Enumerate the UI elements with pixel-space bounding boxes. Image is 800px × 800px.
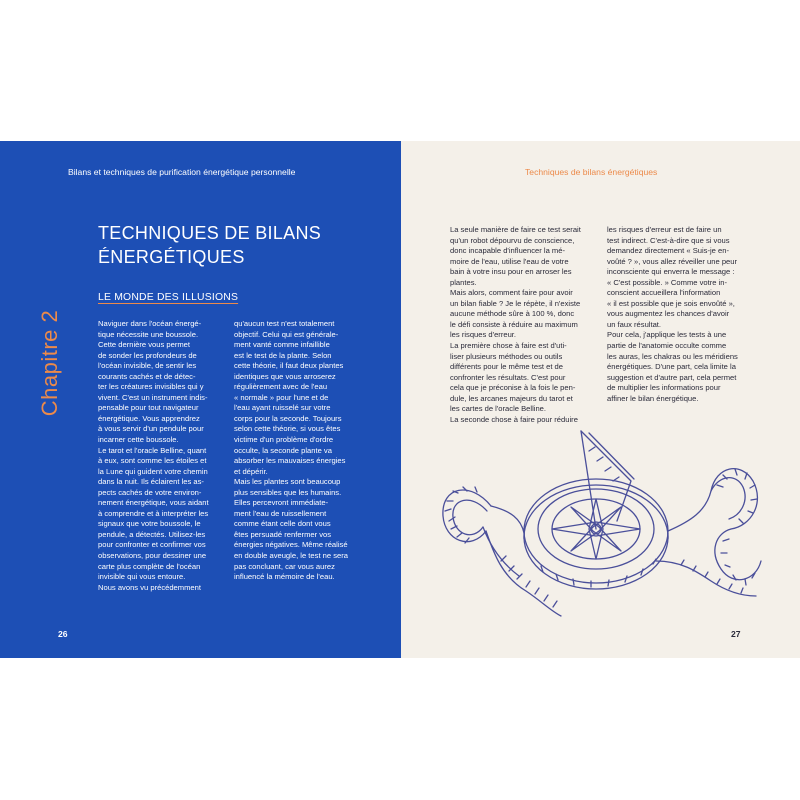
text-line: êtes persuadé renfermer vos [234,529,332,539]
text-line: signaux que votre boussole, le [98,519,201,529]
text-line: aucune méthode sûre à 100 %, donc [450,309,575,319]
text-line: pour confronter et confirmer vos [98,540,206,550]
text-line: comme étant celle dont vous [234,519,331,529]
text-line: ment vanté comme infaillible [234,340,330,350]
text-line: l'océan invisible, de sentir les [98,361,197,371]
text-line: invisible qui vous entoure. [98,572,186,582]
text-line: cela que je préconise à la fois le pen- [450,383,576,393]
text-line: à vous servir d'un pendule pour [98,424,204,434]
text-line: confronter les résultats. C'est pour [450,372,566,382]
text-line: un faux résultat. [607,319,662,329]
text-line: dans la nuit. Ils éclairent les as- [98,477,204,487]
text-line: en double aveugle, le test ne sera [234,551,348,561]
text-line: la Lune qui guident votre chemin [98,466,208,476]
text-line: pas concluant, car vous aurez [234,561,335,571]
text-line: dule, les arcanes majeurs du tarot et [450,393,573,403]
text-line: bain à votre insu pour en arroser les [450,267,572,277]
text-line: selon cette théorie, si vous êtes [234,424,341,434]
text-line: Le tarot et l'oracle Belline, quant [98,445,207,455]
running-head-left: Bilans et techniques de purification énergétique personnelle [68,167,296,177]
text-line: ment l'eau de ruissellement [234,508,327,518]
text-line: énergétiques. D'une part, cela limite la [607,362,736,372]
text-line: victime d'un problème d'ordre [234,435,334,445]
text-line: ter les créatures invisibles qui y [98,382,204,392]
text-line: le défi consiste à réduire au maximum [450,319,578,329]
right-page-column-1 [450,225,600,425]
text-line: inconsciente qui enverra le message : [607,267,735,277]
text-line: liser plusieurs méthodes ou outils [450,351,563,361]
text-line: donc incapable d'influencer la mé- [450,246,566,256]
text-line: pensable pour tout navigateur [98,403,199,413]
text-line: vivent. C'est un instrument indis- [98,392,208,402]
text-line: énergies négatives. Même réalisé [234,540,348,550]
text-line: nement énergétique, vous aidant [98,498,209,508]
text-line: affiner le bilan énergétique. [607,393,699,403]
text-line: régulièrement avec de l'eau [234,382,328,392]
text-line: demandez directement « Suis-je en- [607,246,729,256]
text-line: qu'un robot dépourvu de conscience, [450,235,575,245]
compass-and-rope-icon [431,411,771,621]
text-line: La seule manière de faire ce test serait [450,225,581,234]
text-line: un bilan fiable ? Je le répète, il n'existe [450,298,581,308]
text-line: plantes. [450,277,477,287]
text-line: et dépérir. [234,466,268,476]
text-line: influencé la mémoire de l'eau. [234,572,335,582]
page-number-left: 26 [58,629,68,639]
left-page-column-2 [234,319,352,583]
text-line: Pour cela, j'applique les tests à une [607,330,727,340]
left-page [0,141,401,658]
text-line: corps pour la seconde. Toujours [234,413,342,423]
text-line: test indirect. C'est-à-dire que si vous [607,235,730,245]
text-line: occulte, la seconde plante va [234,445,332,455]
page-number-right: 27 [731,629,741,639]
chapter-title-line1: TECHNIQUES DE BILANS [98,223,322,243]
text-line: objectif. Celui qui est générale- [234,329,339,339]
text-line: qu'aucun test n'est totalement [234,319,335,328]
text-line: Naviguer dans l'océan énergé- [98,319,202,328]
text-line: partie de l'anatomie occulte comme [607,341,727,351]
text-line: Mais les plantes sont beaucoup [234,477,341,487]
right-page [401,141,800,658]
text-line: est le test de la plante. Selon [234,350,332,360]
text-line: La seconde chose à faire pour réduire [450,414,578,424]
text-line: incarner cette boussole. [98,435,179,445]
text-line: cette théorie, il faut deux plantes [234,361,344,371]
text-line: suggestion et d'autre part, cela permet [607,372,737,382]
text-line: La première chose à faire est d'uti- [450,341,567,351]
text-line: identiques que vous arroserez [234,371,336,381]
text-line: voûté ? », vous allez réveiller une peur [607,256,738,266]
text-line: Elles percevront immédiate- [234,498,329,508]
text-line: conscient accueillera l'information [607,288,721,298]
text-line: observations, pour dessiner une [98,551,207,561]
text-line: Mais alors, comment faire pour avoir [450,288,573,298]
text-line: Cette dernière vous permet [98,340,191,350]
text-line: plus sensibles que les humains. [234,487,342,497]
book-spread [0,141,800,658]
section-title: LE MONDE DES ILLUSIONS [98,292,239,303]
left-page-column-1 [98,319,216,593]
text-line: énergétique. Vous apprendrez [98,413,200,423]
text-line: différents pour le même test et de [450,362,563,372]
text-line: l'eau ayant ruisselé sur votre [234,403,331,413]
text-line: les cartes de l'oracle Belline. [450,404,546,414]
text-line: pendule, a détectés. Utilisez-les [98,529,206,539]
text-line: de multiplier les informations pour [607,383,721,393]
chapter-title-line2: ÉNERGÉTIQUES [98,247,245,267]
right-page-column-2 [607,225,757,404]
text-line: carte plus complète de l'océan [98,561,201,571]
text-line: à comprendre et à interpréter les [98,508,209,518]
text-line: à eux, sont comme les étoiles et [98,456,207,466]
text-line: « il est possible que je sois envoûté », [607,298,735,308]
text-line: courants cachés et de détec- [98,371,196,381]
chapter-title [98,221,388,269]
text-line: « C'est possible. » Comme votre in- [607,277,728,287]
text-line: les risques d'erreur est de faire un [607,225,722,234]
chapter-label-text: Chapitre 2 [37,309,62,417]
text-line: les auras, les chakras ou les méridiens [607,351,738,361]
text-line: pects cachés de votre environ- [98,487,202,497]
text-line: de sonder les profondeurs de [98,350,197,360]
running-head-right: Techniques de bilans énergétiques [525,167,658,177]
text-line: tique nécessite une boussole. [98,329,199,339]
text-line: Nous avons vu précédemment [98,582,201,592]
text-line: vous augmentez les chances d'avoir [607,309,730,319]
text-line: les risques d'erreur. [450,330,517,340]
text-line: moire de l'eau, utilise l'eau de votre [450,256,569,266]
text-line: absorber les mauvaises énergies [234,456,346,466]
text-line: « normale » pour l'une et de [234,392,329,402]
